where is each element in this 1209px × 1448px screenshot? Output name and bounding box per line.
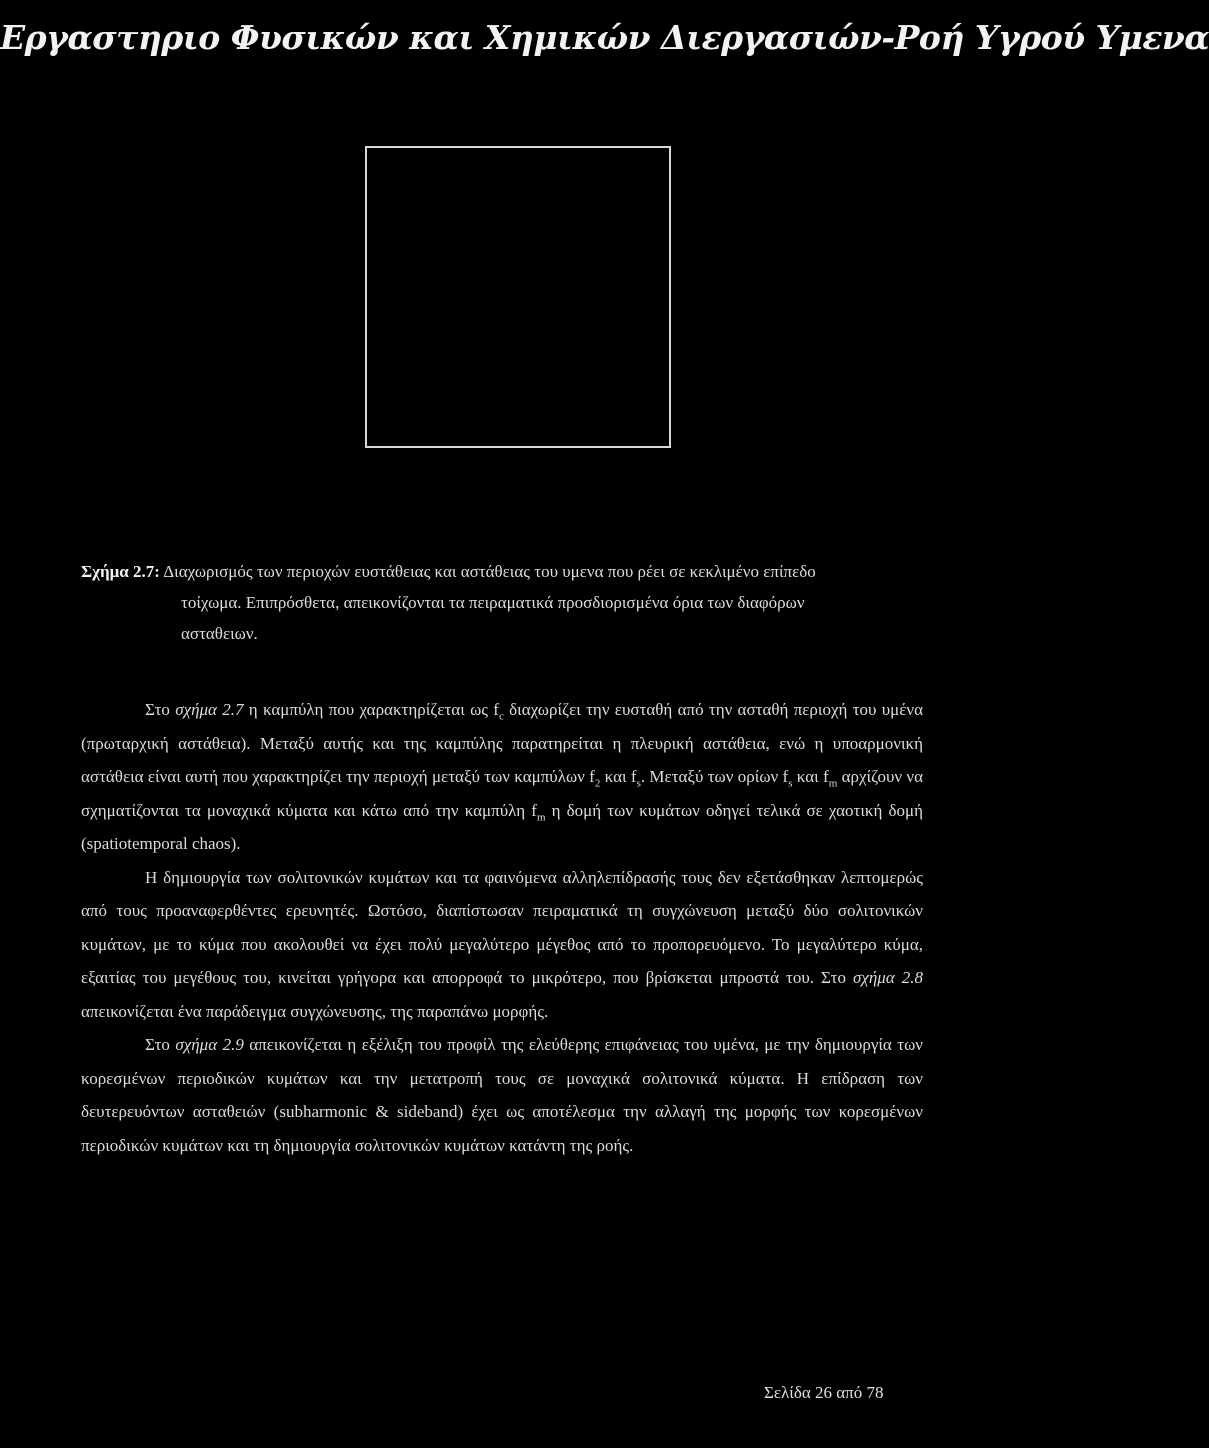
figure-caption-line-3: ασταθειων.	[181, 624, 258, 643]
p3-text-1: Στο	[145, 1035, 176, 1054]
p2-text-1: Η δημιουργία των σολιτονικών κυμάτων και τα φαινόμενα αλληλεπίδρασής τους δεν εξετάσθηκαν λεπτομερώς από τους προαναφερθέντες ερευνητές. Ωστόσο, διαπίστωσαν πειραματικά τη συγχώνευση μεταξύ δύο σολιτονικών κυμάτων, με το κύμα που ακολουθεί να έχει πολύ μεγαλύτερο μέγεθος από το προπορευόμενο. Το μεγαλύτερο κύμα, εξαιτίας του μεγέθους του, κινείται γρήγορα και απορροφά το μικρότερο, που βρίσκεται μπροστά του. Στο	[81, 867, 923, 987]
p1-text-4: και f	[600, 767, 637, 786]
p1-sub-2: 2	[594, 777, 601, 790]
p1-sub-m-1: m	[828, 777, 838, 790]
p1-text-5: . Μεταξύ των ορίων f	[640, 767, 789, 786]
page-number: Σελίδα 26 από 78	[764, 1383, 884, 1402]
body-text	[81, 693, 923, 1162]
page-header-title: Εργαστηριο Φυσικών και Χημικών Διεργασιών-Ροή Υγρού Υμενα	[0, 18, 1209, 57]
p1-sub-m-2: m	[536, 810, 546, 823]
figure-ref-2-9: σχήμα 2.9	[175, 1035, 244, 1054]
paragraph-1	[81, 693, 923, 861]
p1-text-1: Στο	[145, 700, 176, 719]
p1-text-6: και f	[792, 767, 829, 786]
p3-text-2: απεικονίζεται η εξέλιξη του προφίλ της ελεύθερης επιφάνειας του υμένα, με την δημιουργία των κορεσμένων περιοδικών κυμάτων και την μετατροπή τους σε μοναχικά σολιτονικά κύματα. Η επίδραση των δευτερευόντων ασταθειών (subharmonic & sideband) έχει ως αποτέλεσμα την αλλαγή της μορφής των κορεσμένων περιοδικών κυμάτων και τη δημιουργία σολιτονικών κυμάτων κατάντη της ροής.	[81, 1035, 923, 1155]
figure-ref-2-8: σχήμα 2.8	[852, 968, 923, 987]
figure-caption-text-1: Διαχωρισμός των περιοχών ευστάθειας και αστάθειας του υμενα που ρέει σε κεκλιμένο επίπεδο	[163, 562, 816, 581]
figure-caption-line-1	[81, 556, 941, 587]
p1-sub-c: c	[498, 710, 504, 723]
figure-caption	[81, 556, 941, 649]
figure-caption-line-2: τοίχωμα. Επιπρόσθετα, απεικονίζονται τα πειραματικά προσδιορισμένα όρια των διαφόρων	[181, 593, 805, 612]
p1-text-2: η καμπύλη που χαρακτηρίζεται ως f	[243, 700, 499, 719]
p1-text-7: αρχίζουν να σχηματίζονται τα μοναχικά κύματα και κάτω από την καμπύλη f	[81, 767, 924, 820]
figure-placeholder-frame	[365, 146, 671, 448]
paragraph-3	[81, 1028, 923, 1162]
figure-caption-label: Σχήμα 2.7:	[81, 562, 160, 581]
p1-sub-s-2: s	[788, 777, 793, 790]
figure-ref-2-7: σχήμα 2.7	[175, 700, 244, 719]
p1-text-3: διαχωρίζει την ευσταθή από την ασταθή περιοχή του υμένα (πρωταρχική αστάθεια). Μεταξύ αυτής και της καμπύλης παρατηρείται η πλευρική αστάθεια, ενώ η υποαρμονική αστάθεια είναι αυτή που χαρακτηρίζει την περιοχή μεταξύ των καμπύλων f	[81, 700, 923, 786]
p1-text-8: η δομή των κυμάτων οδηγεί τελικά σε χαοτική δομή (spatiotemporal chaos).	[81, 800, 923, 853]
p1-sub-s-1: s	[636, 777, 641, 790]
paragraph-2	[81, 861, 923, 1029]
p2-text-2: απεικονίζεται ένα παράδειγμα συγχώνευσης, της παραπάνω μορφής.	[81, 1001, 549, 1021]
